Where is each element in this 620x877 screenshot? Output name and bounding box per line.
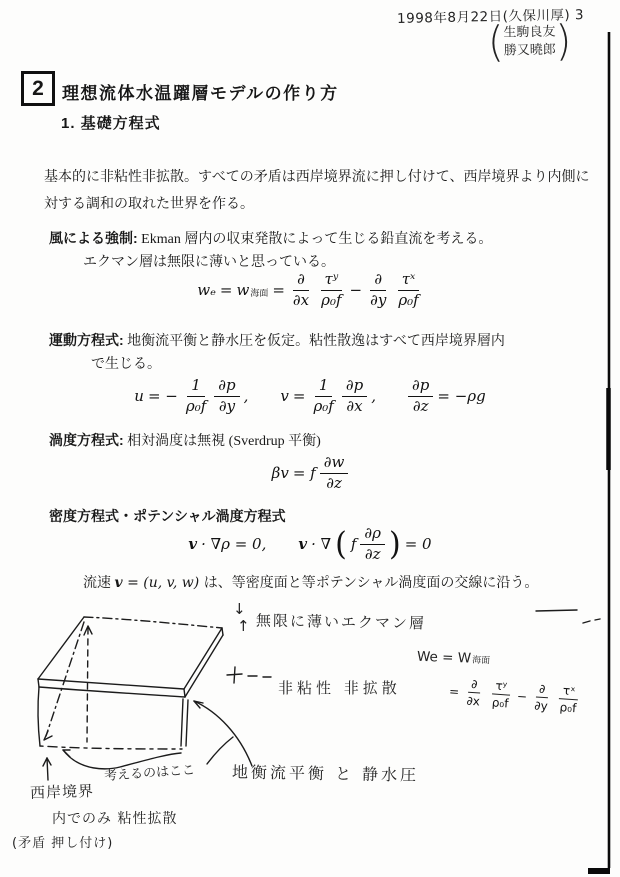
hw-frac-ddx: $\frac{\partial}{\partial x}$ bbox=[466, 676, 481, 709]
math-eq-minus: = − bbox=[147, 387, 178, 406]
section-number-box: 2 bbox=[21, 71, 55, 106]
handwritten-name-2: 勝又曉郎 bbox=[503, 42, 556, 59]
label-consider-here: 考えるのはここ bbox=[103, 762, 196, 785]
we-base: We = W bbox=[416, 648, 472, 667]
frac-1-rho0f: $\frac{1}{\text{ρ₀f}}$ bbox=[185, 376, 207, 415]
hidden-vertical-axis bbox=[87, 628, 88, 742]
label-thin-ekman-layer: 無限に薄いエクマン層 bbox=[255, 611, 427, 633]
math-we: wₑ bbox=[197, 281, 216, 300]
frac-1-rho0f: $\frac{1}{\text{ρ₀f}}$ bbox=[313, 376, 334, 415]
math-eq-f: = f bbox=[292, 464, 316, 483]
here-label-connector bbox=[207, 737, 233, 764]
frac-taux: $\frac{\text{τˣ}}{\text{ρ₀f}}$ bbox=[398, 270, 419, 309]
density-label: 密度方程式・ポテンシャル渦度方程式 bbox=[49, 508, 286, 524]
frac-dpdy: $\frac{\partial p}{\partial y}$ bbox=[214, 378, 239, 415]
momentum-text: 地衡流平衡と静水圧を仮定。粘性散逸はすべて西岸境界層内 bbox=[123, 334, 505, 349]
slab-lower-right-edge bbox=[185, 635, 223, 697]
hw-frac-tauy: $\frac{\text{τʸ}}{\text{ρ₀f}}$ bbox=[491, 678, 509, 711]
math-bold-v: v bbox=[114, 575, 123, 591]
math-bold-v: v bbox=[298, 535, 308, 554]
handwritten-date: 1998年8月22日(久保川厚) 3 bbox=[396, 7, 585, 27]
math-grad: · ∇ bbox=[311, 535, 332, 554]
hidden-diagonal bbox=[46, 622, 84, 736]
ekman-thin-note: エクマン層は無限に薄いと思っている。 bbox=[83, 255, 335, 270]
box-bottom-front-edge bbox=[40, 746, 182, 749]
box-left-back-edge bbox=[38, 617, 84, 679]
slab-lower-front-edge bbox=[39, 687, 185, 697]
equation-ekman-pumping bbox=[0, 272, 620, 309]
intro-paragraph: 基本的に非粘性非拡散。すべての矛盾は西岸境界流に押し付けて、西岸境界より内側に対する調和の取れた世界を作る。 bbox=[44, 170, 590, 212]
section-title: 理想流体水温躍層モデルの作り方 bbox=[62, 84, 339, 103]
diagonal-arrowhead bbox=[44, 731, 52, 740]
wind-forcing-label: 風による強制: bbox=[49, 230, 138, 246]
math-betav: βv bbox=[271, 464, 289, 483]
label-contradiction-pushed: (矛盾 押し付け) bbox=[12, 836, 114, 851]
math-eq-rhog: = −ρg bbox=[437, 387, 486, 406]
hw-frac-ddy: $\frac{\partial}{\partial y}$ bbox=[533, 681, 549, 713]
math-f: f bbox=[350, 535, 357, 554]
cross-dashes bbox=[248, 676, 271, 677]
subsection-title: 1. 基礎方程式 bbox=[61, 115, 161, 132]
math-minus: − bbox=[349, 281, 363, 300]
frac-tauy: $\frac{\text{τʸ}}{\text{ρ₀f}}$ bbox=[321, 270, 342, 309]
handwritten-names bbox=[487, 17, 572, 68]
wind-forcing-line bbox=[49, 228, 492, 248]
cross-tick bbox=[227, 667, 242, 683]
wind-forcing-text: Ekman 層内の収束発散によって生じる鉛直流を考える。 bbox=[137, 232, 493, 247]
top-right-dashes bbox=[583, 619, 600, 623]
brace-arrowhead bbox=[63, 750, 70, 757]
label-viscous-diffusion-inside: 内でのみ 粘性拡散 bbox=[52, 811, 178, 827]
math-w: w bbox=[236, 281, 250, 300]
equation-density-pv bbox=[0, 526, 620, 563]
math-equals: = bbox=[292, 387, 306, 406]
momentum-line-2: で生じる。 bbox=[91, 357, 161, 372]
names-close-paren: ) bbox=[555, 17, 572, 66]
math-u: u bbox=[134, 387, 144, 406]
math-bold-v: v bbox=[188, 535, 198, 554]
label-geostrophic-hydrostatic: 地衡流平衡 と 静水圧 bbox=[231, 762, 420, 785]
geostrophy-arrow-curve bbox=[194, 701, 252, 766]
math-equals: = bbox=[219, 281, 233, 300]
west-boundary-arrow bbox=[47, 758, 48, 780]
flow-math: = (u, v, w) bbox=[122, 575, 204, 591]
box-front-left-top-edge bbox=[38, 679, 184, 689]
momentum-line bbox=[49, 330, 505, 350]
top-right-line bbox=[536, 610, 577, 611]
label-inviscid-nondiffusive: 非粘性 非拡散 bbox=[278, 679, 401, 697]
down-arrow-icon: ↓ bbox=[233, 600, 246, 618]
flow-jp2: は、等密度面と等ポテンシャル渦度面の交線に沿う。 bbox=[203, 576, 539, 591]
vorticity-label: 渦度方程式: bbox=[49, 432, 124, 448]
math-eq-zero: = 0 bbox=[404, 535, 432, 554]
names-open-paren: ( bbox=[487, 18, 505, 68]
label-western-boundary: 西岸境界 bbox=[29, 781, 95, 803]
box-left-vertical-edge bbox=[38, 687, 40, 746]
math-v: v bbox=[280, 387, 289, 406]
vorticity-text: 相対渦度は無視 (Sverdrup 平衡) bbox=[123, 434, 321, 449]
box-right-front-vertical bbox=[181, 699, 188, 746]
frac-drhodz: $\frac{\partial\rho}{\partial z}$ bbox=[360, 526, 385, 563]
up-arrow-icon: ↑ bbox=[237, 617, 250, 635]
label-we-equals-wsurface bbox=[417, 649, 491, 668]
math-w-surface bbox=[236, 281, 268, 299]
frac-dwdz: $\frac{\partial w}{\partial z}$ bbox=[320, 455, 349, 492]
flow-direction-line bbox=[83, 572, 538, 592]
open-paren: ( bbox=[335, 525, 347, 563]
flow-jp1: 流速 bbox=[83, 576, 115, 591]
box-right-top-edge bbox=[184, 628, 222, 689]
math-equals: = bbox=[272, 281, 285, 300]
frac-dpdz: $\frac{\partial p}{\partial z}$ bbox=[408, 378, 433, 415]
equation-geostrophy bbox=[0, 378, 620, 415]
we-subscript: 海面 bbox=[471, 655, 491, 667]
hw-equals: = bbox=[448, 684, 460, 699]
box-top-back-edge bbox=[84, 617, 222, 628]
slab-end-caps bbox=[38, 628, 223, 697]
hw-frac-taux: $\frac{\text{τˣ}}{\text{ρ₀f}}$ bbox=[555, 684, 582, 715]
equation-sverdrup bbox=[0, 455, 620, 492]
scan-artifacts bbox=[588, 32, 610, 871]
frac-dpdx: $\frac{\partial p}{\partial x}$ bbox=[342, 378, 367, 415]
handwritten-name-1: 生駒良友 bbox=[503, 24, 556, 41]
close-paren: ) bbox=[388, 525, 401, 563]
vorticity-line bbox=[49, 430, 321, 450]
momentum-label: 運動方程式: bbox=[49, 332, 124, 348]
math-sub-surface: 海面 bbox=[250, 289, 269, 300]
hw-minus: − bbox=[516, 688, 528, 704]
frac-ddx: $\frac{\partial}{\partial x}$ bbox=[292, 270, 310, 309]
frac-ddy: $\frac{\partial}{\partial y}$ bbox=[370, 270, 387, 309]
math-comma: , bbox=[371, 387, 376, 406]
math-comma: , bbox=[243, 387, 249, 406]
math-grad-rho: · ∇ρ = 0, bbox=[201, 535, 267, 554]
